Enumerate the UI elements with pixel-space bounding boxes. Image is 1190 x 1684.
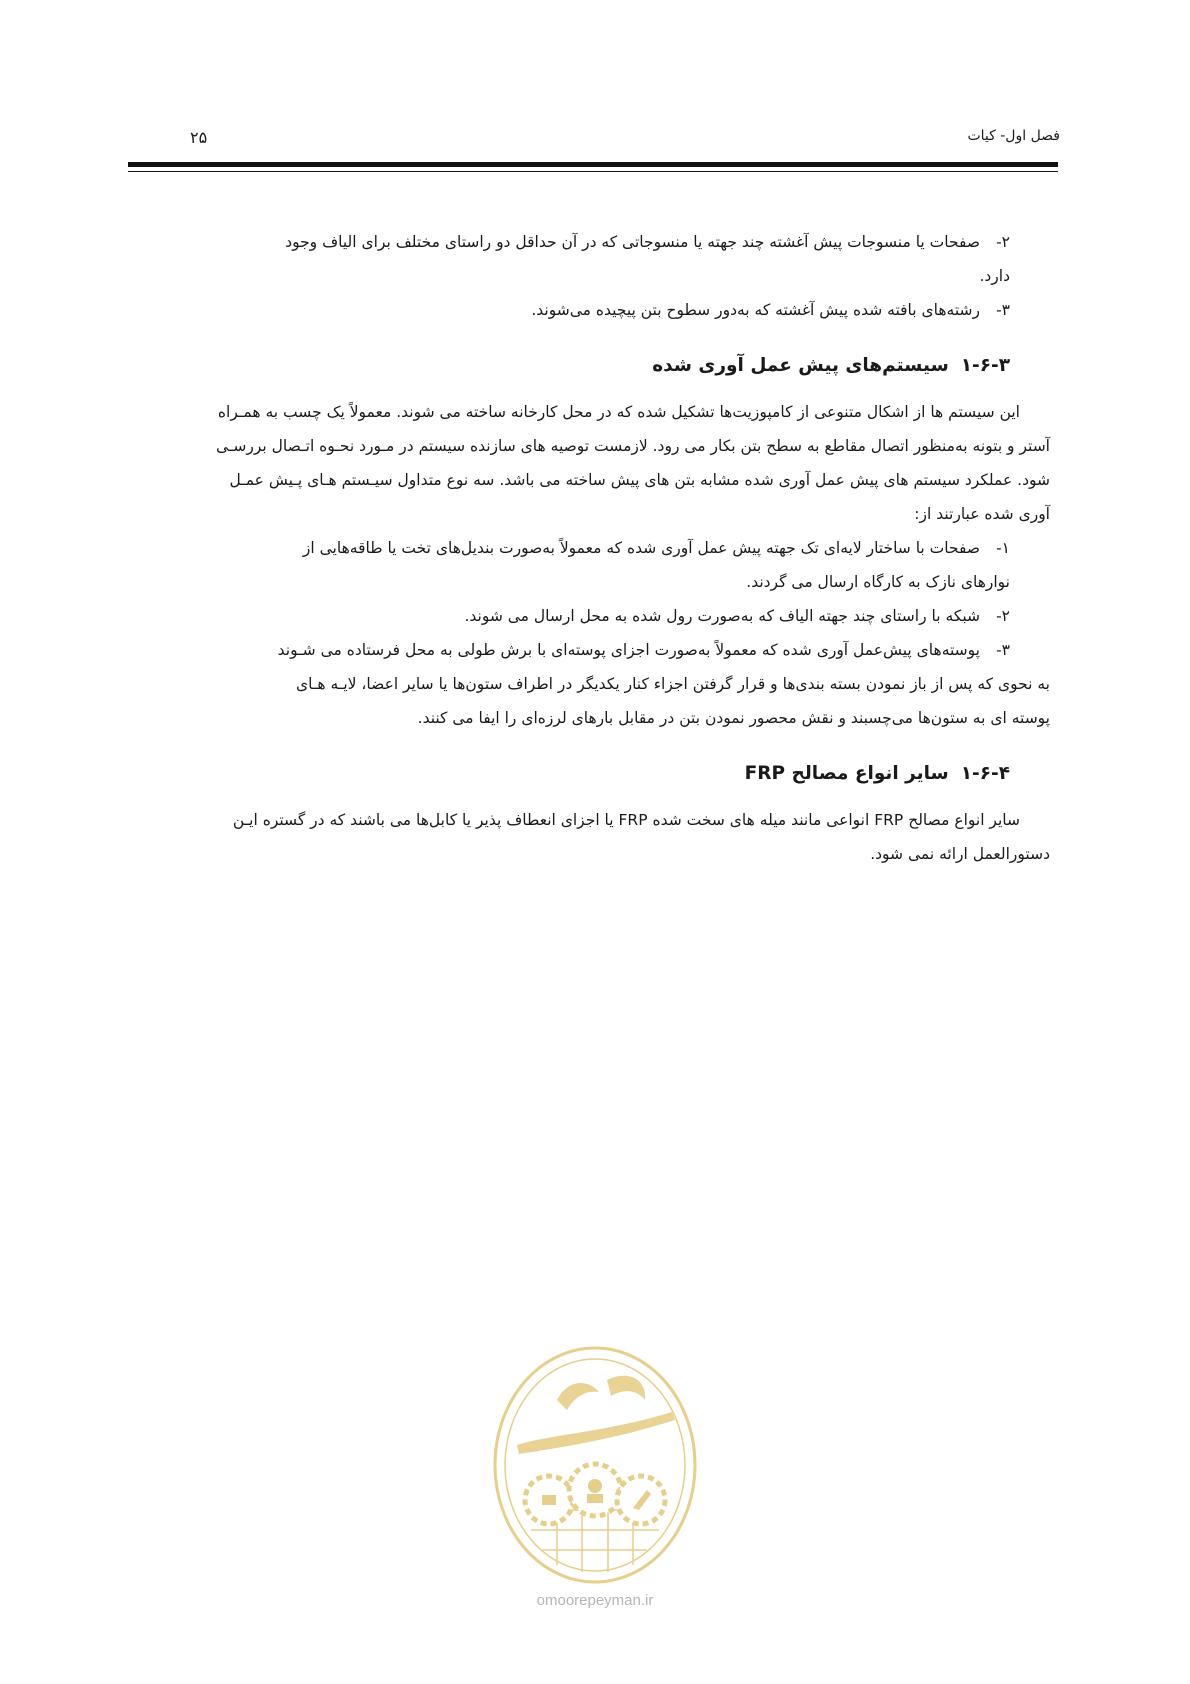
- paragraph-line: آوری شده عبارتند از:: [914, 505, 1050, 523]
- running-head-chapter: فصل اول- کیات: [967, 128, 1060, 144]
- fiber-forms-list: [118, 225, 1050, 327]
- list-item: [118, 225, 1050, 259]
- list-item-text: صفحات یا منسوجات پیش آغشته چند جهته یا منسوجاتی که در آن حداقل دو راستای مختلف برای الیاف وجود: [285, 233, 980, 251]
- list-item: [118, 531, 1050, 565]
- page-number: ۲۵: [190, 128, 208, 147]
- list-item-text: رشته‌های بافته شده پیش آغشته که به‌دور سطوح بتن پیچیده می‌شوند.: [531, 301, 980, 319]
- list-item: [118, 633, 1050, 667]
- list-number: ۲-: [996, 607, 1010, 625]
- section-number: ۱-۶-۴: [960, 763, 1010, 784]
- section-title: سیستم‌های پیش عمل آوری شده: [652, 355, 949, 376]
- paragraph-line: دستورالعمل ارائه نمی شود.: [870, 845, 1050, 863]
- list-number: ۱-: [996, 539, 1010, 557]
- list-number: ۲-: [996, 233, 1010, 251]
- section-title: سایر انواع مصالح FRP: [744, 763, 949, 784]
- section-paragraph: [118, 395, 1050, 531]
- watermark-url: omoorepeyman.ir: [536, 1592, 654, 1609]
- section-number: ۱-۶-۳: [960, 355, 1010, 376]
- section-heading: [118, 349, 1010, 383]
- paragraph-line: این سیستم ها از اشکال متنوعی از کامپوزیت‌ها تشکیل شده که در محل کارخانه ساخته می شوند. معمولاً یک چسب به همـراه: [217, 403, 1020, 421]
- list-item-text: پوسته‌های پیش‌عمل آوری شده که معمولاً به‌صورت اجزای پوسته‌ای با برش طولی به محل فرستاده می شـوند: [277, 641, 980, 659]
- paragraph-line: آستر و بتونه به‌منظور اتصال مقاطع به سطح بتن بکار می رود. لازمست توصیه های سازنده سیستم در مـورد نحـوه اتـصال بررسـی: [215, 437, 1050, 455]
- watermark-logo: [487, 1340, 703, 1600]
- header-rule-thin: [128, 171, 1058, 172]
- precured-systems-list: [118, 531, 1050, 735]
- list-item-continuation: دارد.: [979, 267, 1010, 285]
- list-item-text: شبکه با راستای چند جهته الیاف که به‌صورت رول شده به محل ارسال می شوند.: [464, 607, 980, 625]
- list-number: ۳-: [996, 301, 1010, 319]
- list-item: [118, 599, 1050, 633]
- list-item-continuation: به نحوی که پس از باز نمودن بسته بندی‌ها و قرار گرفتن اجزاء کنار یکدیگر در اطراف ستون‌ها یا سایر اعضا، لایـه هـای: [295, 675, 1050, 693]
- paragraph-line: سایر انواع مصالح FRP انواعی مانند میله های سخت شده FRP یا اجزای انعطاف پذیر یا کابل‌ها می باشند که در گستره ایـن: [232, 811, 1020, 829]
- watermark-seal-icon: [487, 1340, 703, 1590]
- list-item-continuation: نوارهای نازک به کارگاه ارسال می گردند.: [746, 573, 1010, 591]
- page-body: [118, 225, 1050, 871]
- list-item: [118, 293, 1050, 327]
- list-number: ۳-: [996, 641, 1010, 659]
- section-heading: [118, 757, 1010, 791]
- section-paragraph: [118, 803, 1050, 871]
- list-item-text: صفحات با ساختار لایه‌ای تک جهته پیش عمل آوری شده که معمولاً به‌صورت بندیل‌های تخت یا طاقه‌هایی از: [302, 539, 980, 557]
- paragraph-line: شود. عملکرد سیستم های پیش عمل آوری شده مشابه بتن های پیش ساخته می باشد. سه نوع متداول سیـستم هـای پـیش عمـل: [229, 471, 1050, 489]
- list-item-continuation: پوسته ای به ستون‌ها می‌چسبند و نقش محصور نمودن بتن در مقابل بارهای لرزه‌ای را ایفا می کنند.: [417, 709, 1050, 727]
- header-rule-thick: [128, 162, 1058, 167]
